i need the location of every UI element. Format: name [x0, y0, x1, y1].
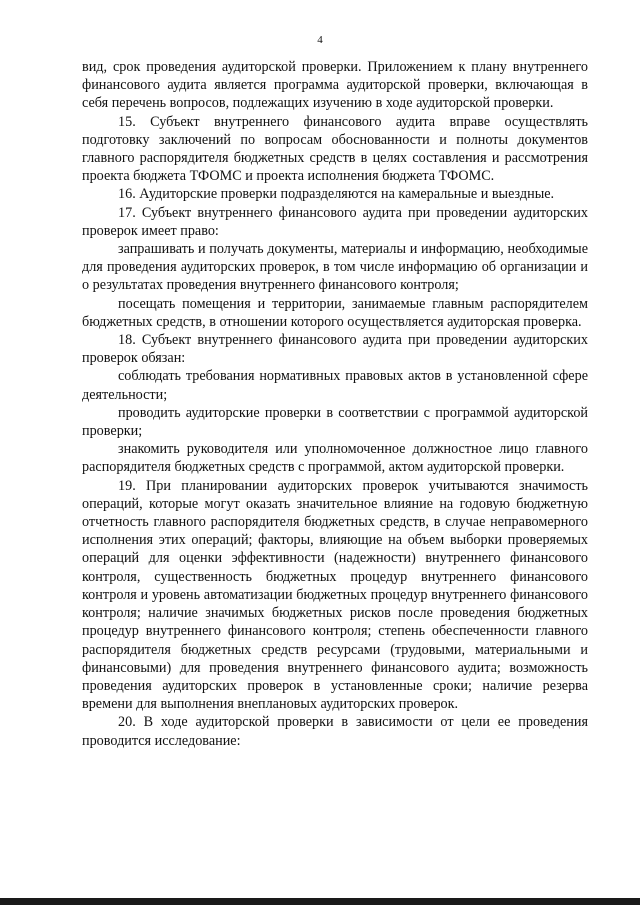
paragraph-19: 19. При планировании аудиторских проверок учитываются значимость операций, которые могут оказать значительное влияние на годовую бюджетную отчетность главного распорядителя бюджетных средств, в случае неправомерного исполнения этих операций; факторы, влияющие на объем выборки проверяемых операций для оценки эффективности (надежности) внутреннего финансового контроля, существенность бюджетных процедур внутреннего финансового контроля и уровень автоматизации бюджетных процедур внутреннего финансового контроля; наличие значимых бюджетных рисков после проведения бюджетных процедур внутреннего финансового контроля; степень обеспеченности главного распорядителя бюджетных средств ресурсами (трудовыми, материальными и финансовыми) для проведения внутреннего финансового аудита; возможность проведения аудиторских проверок в установленные сроки; наличие резерва времени для выполнения внеплановых аудиторских проверок. — [82, 477, 588, 713]
paragraph-15: 15. Субъект внутреннего финансового аудита вправе осуществлять подготовку заключений по вопросам обоснованности и полноты документов главного распорядителя бюджетных средств в целях составления и рассмотрения проекта бюджета ТФОМС и проекта исполнения бюджета ТФОМС. — [82, 113, 588, 185]
paragraph-20: 20. В ходе аудиторской проверки в зависимости от цели ее проведения проводится исследование: — [82, 714, 588, 749]
paragraph-continuation: вид, срок проведения аудиторской проверки. Приложением к плану внутреннего финансового аудита является программа аудиторской проверки, включающая в себя перечень вопросов, подлежащих изучению в ходе аудиторской проверки. — [82, 59, 588, 112]
paragraph-17-right-request: запрашивать и получать документы, материалы и информацию, необходимые для проведения аудиторских проверок, в том числе информацию об организации и о результатах проведения внутреннего финансового контроля; — [82, 241, 588, 294]
paragraph-16: 16. Аудиторские проверки подразделяются на камеральные и выездные. — [118, 186, 555, 203]
paragraph-18: 18. Субъект внутреннего финансового аудита при проведении аудиторских проверок обязан: — [82, 332, 588, 367]
paragraph-18-duty-inform: знакомить руководителя или уполномоченное должностное лицо главного распорядителя бюджетных средств с программой, актом аудиторской проверки. — [82, 441, 588, 476]
paragraph-18-duty-comply: соблюдать требования нормативных правовых актов в установленной сфере деятельности; — [82, 368, 588, 403]
document-body — [82, 58, 588, 750]
page-number: 4 — [317, 34, 323, 46]
paragraph-17: 17. Субъект внутреннего финансового аудита при проведении аудиторских проверок имеет право: — [82, 204, 588, 239]
paragraph-17-right-visit: посещать помещения и территории, занимаемые главным распорядителем бюджетных средств, в отношении которого осуществляется аудиторская проверка. — [82, 295, 588, 330]
paragraph-18-duty-conduct: проводить аудиторские проверки в соответствии с программой аудиторской проверки; — [82, 404, 588, 440]
scan-bottom-edge — [0, 898, 640, 905]
